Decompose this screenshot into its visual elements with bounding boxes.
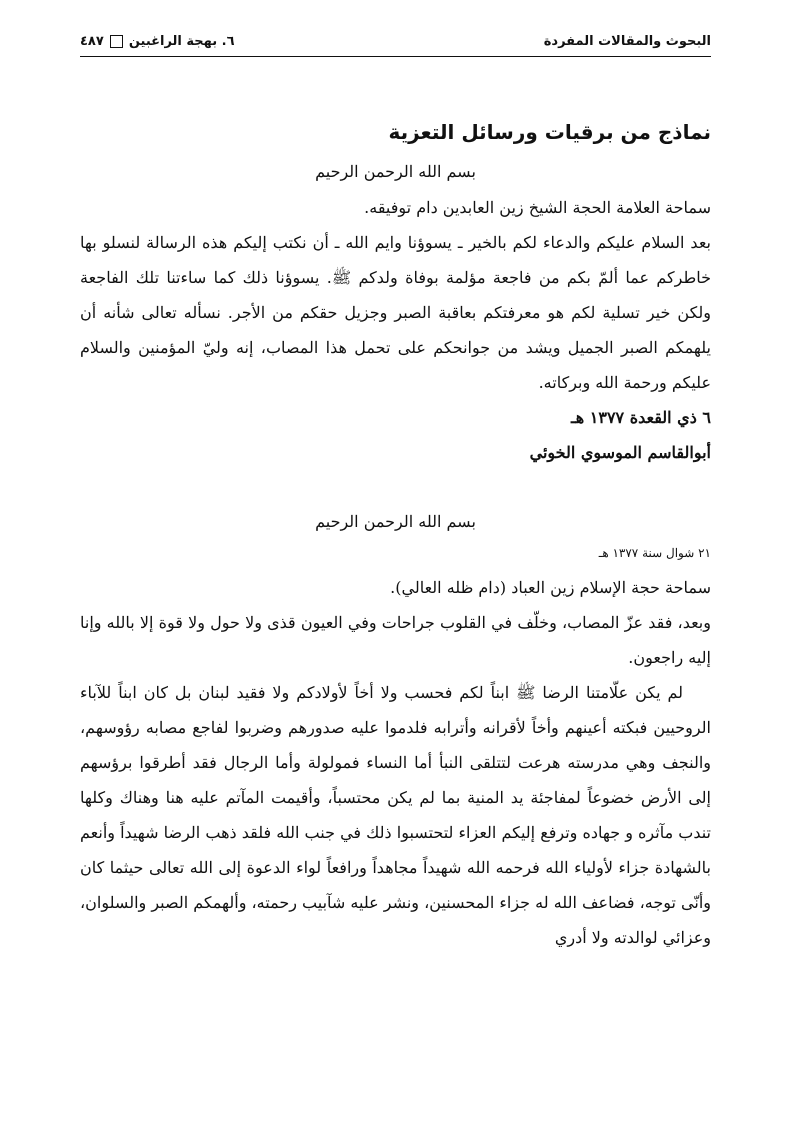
letter1-signature: أبوالقاسم الموسوي الخوئي	[529, 443, 711, 462]
main-content	[80, 110, 711, 955]
spacer	[80, 470, 711, 504]
basmala: بسم الله الرحمن الرحيم	[315, 512, 476, 531]
letter2-addressee: سماحة حجة الإسلام زين العباد (دام ظله العالي).	[390, 578, 711, 597]
letter2-date: ٢١ شوال سنة ١٣٧٧ هـ	[598, 546, 711, 560]
letter2-opening: وبعد، فقد عزّ المصاب، وخلّف في القلوب جراحات وفي العيون قذى ولا حول ولا قوة إلا بالله وإنا إليه راجعون.	[80, 613, 711, 667]
header-divider	[80, 56, 711, 57]
basmala: بسم الله الرحمن الرحيم	[315, 162, 476, 181]
header-book-info	[80, 34, 235, 49]
section-heading: نماذج من برقيات ورسائل التعزية	[388, 120, 711, 144]
page-number: ٤٨٧	[80, 33, 104, 49]
letter2-body: لم يكن علّامتنا الرضا ﷺ ابناً لكم فحسب ولا أخاً لأولادكم ولا فقيد لبنان بل كان ابناً للآباء الروحيين فبكته أعينهم وأخاً لأقرانه وأترابه فلدموا عليه صدورهم وضربوا لفاجع مصابه رؤوسهم، والنجف وهي مدرسته هرعت لتتلقى النبأ أما النساء فمولولة وأما الرجال فقد أطرقوا برؤسهم إلى الأرض خضوعاً لمفاجئة يد المنية بما لم يكن محتسباً، وأقيمت المآتم عليه هنا وهناك وكلها تندب مآثره و جهاده وترفع إليكم العزاء لتحتسبوا ذلك في جنب الله فلقد ذهب الرضا شهيداً وأنعم بالشهادة جزاء لأولياء الله فرحمه الله شهيداً مجاهداً ورافعاً لواء الدعوة إلى الله تعالى حيثما كان وأنّى توجه، فضاعف الله له جزاء المحسنين، ونشر عليه شآبيب رحمته، وألهمكم الصبر والسلوان، وعزائي لوالدته ولا أدري	[80, 683, 712, 947]
book-title: ٦. بهجة الراغبين	[128, 33, 235, 49]
running-header	[80, 28, 711, 54]
letter1-body: بعد السلام عليكم والدعاء لكم بالخير ـ يسوؤنا وايم الله ـ أن نكتب إليكم هذه الرسالة لنسلو بها خاطركم عما ألمّ بكم من فاجعة مؤلمة بوفاة ولدكم ﷺ. يسوؤنا ذلك كما ساءتنا تلك الفاجعة ولكن خير تسلية لكم هو معرفتكم بعاقبة الصبر وجزيل حقكم من الأجر. نسأله تعالى شأنه أن يلهمكم الصبر الجميل ويشد من جوانحكم على تحمل هذا المصاب، إنه وليّ المؤمنين والسلام عليكم ورحمة الله وبركاته.	[80, 233, 711, 392]
letter1-addressee: سماحة العلامة الحجة الشيخ زين العابدين دام توفيقه.	[364, 198, 711, 217]
section-title: البحوث والمقالات المفردة	[543, 33, 711, 49]
letter1-date: ٦ ذي القعدة ١٣٧٧ هـ	[571, 408, 711, 427]
separator-box-icon	[110, 35, 123, 48]
